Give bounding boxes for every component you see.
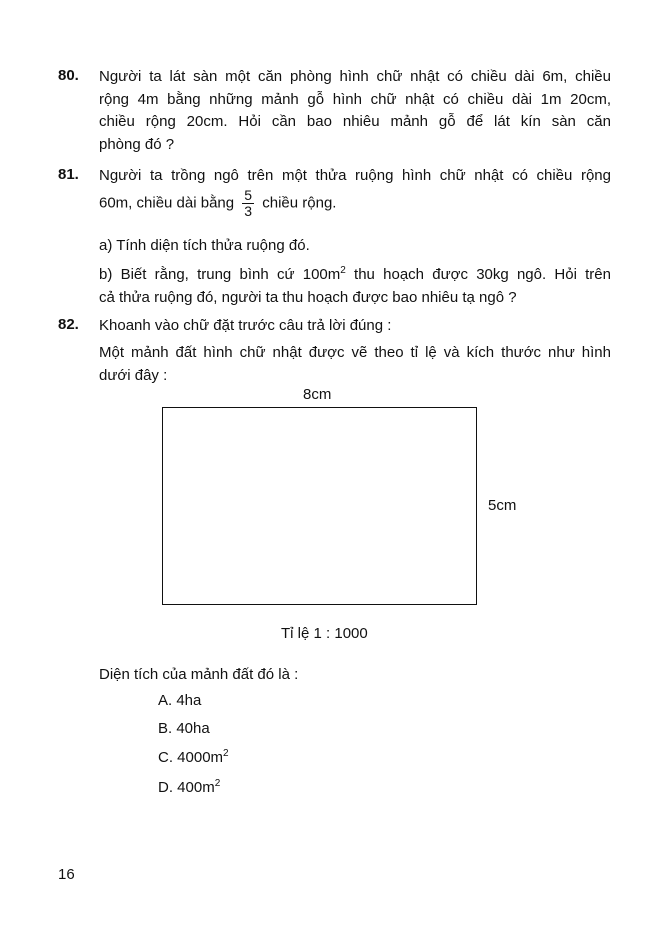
question-81-line-2 xyxy=(99,188,611,219)
option-a xyxy=(158,692,201,709)
question-80-line-4: phòng đó ? xyxy=(99,135,175,153)
option-c-superscript: 2 xyxy=(223,748,229,759)
question-82-instruction: Khoanh vào chữ đặt trước câu trả lời đúng : xyxy=(99,317,392,334)
page-number: 16 xyxy=(58,866,75,883)
question-80-line-1: Người ta lát sàn một căn phòng hình chữ nhật có chiều dài 6m, chiều xyxy=(99,68,611,85)
part-b-before: b) Biết rằng, trung bình cứ 100m xyxy=(99,266,341,283)
question-81-part-b-line-1 xyxy=(99,264,611,287)
part-b-after: thu hoạch được 30kg ngô. Hỏi trên xyxy=(345,266,611,283)
question-81-line-2-after: chiều rộng. xyxy=(262,194,337,212)
fraction-denominator: 3 xyxy=(244,203,253,219)
question-82-number: 82. xyxy=(58,316,79,333)
scale-label: Tỉ lệ 1 : 1000 xyxy=(281,625,368,642)
question-80-line-3: chiều rộng 20cm. Hỏi cần bao nhiêu mảnh gỗ để lát kín sàn căn xyxy=(99,113,611,130)
option-d xyxy=(158,779,220,796)
option-c-text: C. 4000m xyxy=(158,749,224,766)
option-d-superscript: 2 xyxy=(214,778,221,789)
question-82-desc-line-1: Một mảnh đất hình chữ nhật được vẽ theo tỉ lệ và kích thước như hình xyxy=(99,344,611,361)
question-81-part-b-line-2: cả thửa ruộng đó, người ta thu hoạch được bao nhiêu tạ ngô ? xyxy=(99,288,517,306)
fraction-numerator: 5 xyxy=(244,187,253,203)
question-81-part-b xyxy=(99,264,611,309)
part-b-superscript: 2 xyxy=(340,265,346,276)
question-82-prompt: Diện tích của mảnh đất đó là : xyxy=(99,666,299,683)
question-81-line-1: Người ta trồng ngô trên một thửa ruộng hình chữ nhật có chiều rộng xyxy=(99,167,611,184)
rectangle-height-label: 5cm xyxy=(488,497,517,514)
question-80-text xyxy=(99,66,611,156)
land-rectangle xyxy=(162,407,477,605)
question-81-line-2-before: 60m, chiều dài bằng xyxy=(99,194,235,212)
five-thirds-fraction xyxy=(242,188,254,219)
rectangle-width-label: 8cm xyxy=(303,386,332,403)
option-a-text: A. 4ha xyxy=(158,692,202,709)
question-82-desc-line-2: dưới đây : xyxy=(99,366,168,384)
question-80-line-2: rộng 4m bằng những mảnh gỗ hình chữ nhật có chiều dài 1m 20cm, xyxy=(99,90,611,108)
question-81-number: 81. xyxy=(58,166,79,183)
option-c xyxy=(158,749,229,766)
question-82-description xyxy=(99,342,611,387)
question-81-text xyxy=(99,165,611,188)
option-d-text: D. 400m xyxy=(158,779,215,796)
option-b-text: B. 40ha xyxy=(158,720,210,737)
question-81-part-a: a) Tính diện tích thửa ruộng đó. xyxy=(99,237,310,254)
question-80-number: 80. xyxy=(58,67,79,84)
option-b xyxy=(158,720,210,737)
